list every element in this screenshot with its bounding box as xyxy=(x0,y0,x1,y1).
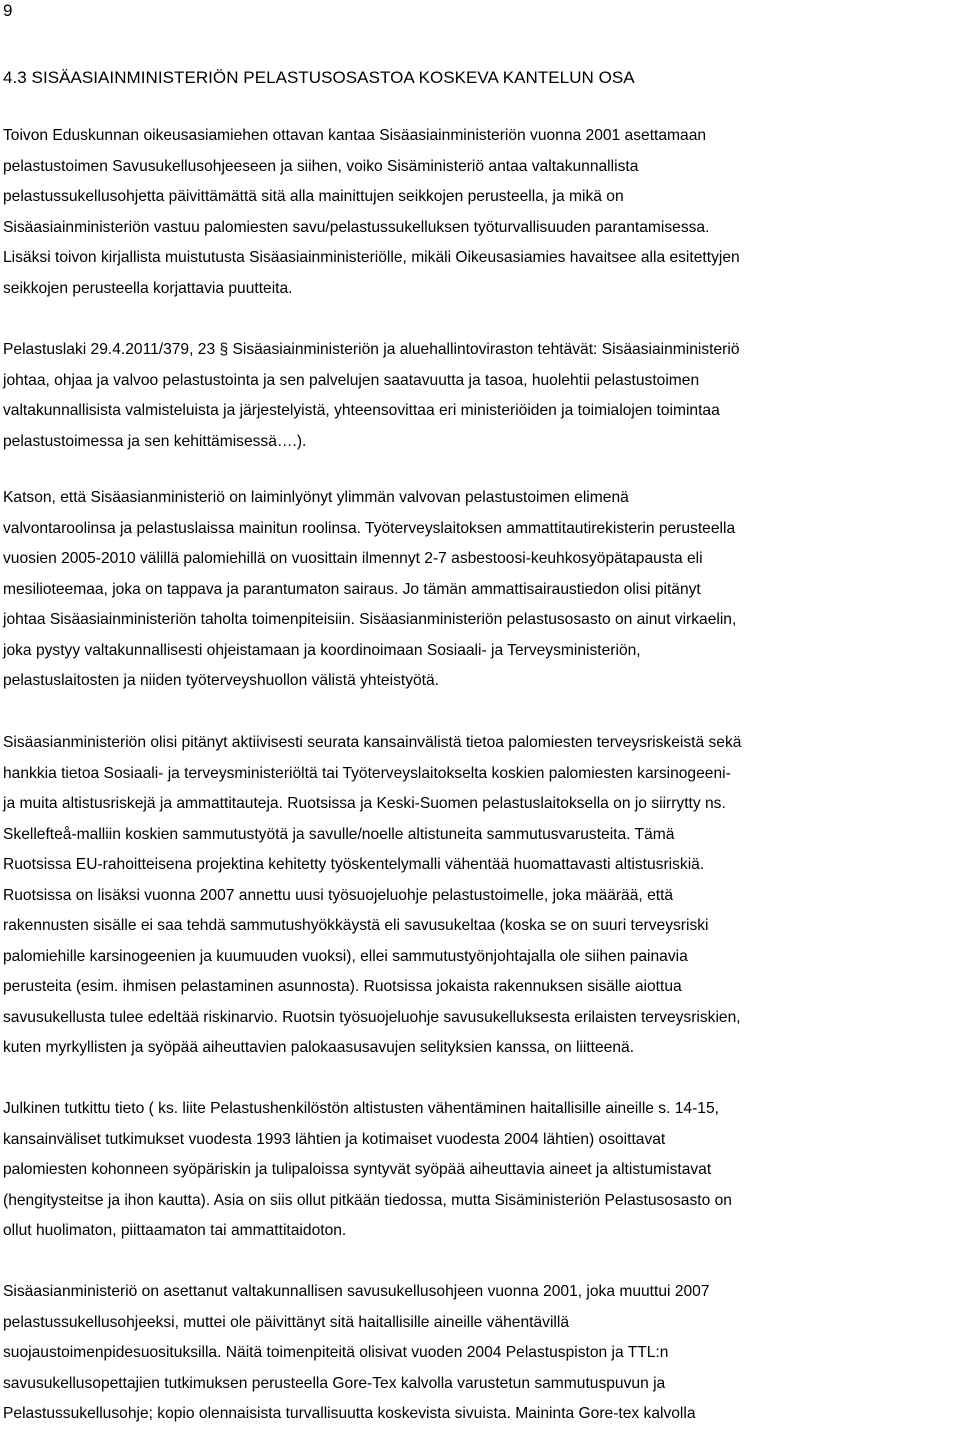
text-line: hankkia tietoa Sosiaali- ja terveysministeriöltä tai Työterveyslaitokselta koskien palomiesten karsinogeeni- xyxy=(3,764,731,782)
text-line: seikkojen perusteella korjattavia puutteita. xyxy=(3,279,293,297)
paragraph-complaint-request xyxy=(3,121,958,304)
text-line: mesilioteemaa, joka on tappava ja parantumaton sairaus. Jo tämän ammattisairaustiedon olisi pitänyt xyxy=(3,580,701,598)
text-line: Sisäasianministeriö on asettanut valtakunnallisen savusukellusohjeen vuonna 2001, joka muuttui 2007 xyxy=(3,1283,710,1300)
paragraph-guideline-update xyxy=(3,1277,958,1430)
text-line: pelastussukellusohjetta päivittämättä sitä alla mainittujen seikkojen perusteella, ja mikä on xyxy=(3,188,624,205)
text-line: valvontaroolinsa ja pelastuslaissa mainitun roolinsa. Työterveyslaitoksen ammattitautirekisterin perusteella xyxy=(3,519,736,537)
paragraph-rescue-act xyxy=(3,335,958,457)
section-heading: 4.3 SISÄASIAINMINISTERIÖN PELASTUSOSASTOA KOSKEVA KANTELUN OSA xyxy=(3,68,635,87)
text-line: Toivon Eduskunnan oikeusasiamiehen ottavan kantaa Sisäasiainministeriön vuonna 2001 asettamaan xyxy=(3,127,707,144)
text-line: ollut huolimaton, piittaamaton tai ammattitaidoton. xyxy=(3,1222,347,1239)
text-line: (hengitysteitse ja ihon kautta). Asia on siis ollut pitkään tiedossa, mutta Sisäministeriön Pelastusosasto on xyxy=(3,1191,732,1209)
text-line: perusteita (esim. ihmisen pelastaminen asunnosta). Ruotsissa jokaista rakennuksen sisälle aiottua xyxy=(3,978,682,995)
paragraph-public-research xyxy=(3,1094,958,1247)
text-line: Julkinen tutkittu tieto ( ks. liite Pelastushenkilöstön altistusten vähentäminen haitallisille aineille s. 14-15, xyxy=(3,1100,719,1117)
text-line: johtaa, ohjaa ja valvoo pelastustointa ja sen palvelujen saatavuutta ja tasoa, huolehtii pelastustoimen xyxy=(3,371,700,389)
text-line: savusukellusopettajien tutkimuksen perusteella Gore-Tex kalvolla varustetun sammutuspuvun ja xyxy=(3,1374,666,1392)
paragraph-supervision-failure xyxy=(3,483,958,697)
text-line: kansainväliset tutkimukset vuodesta 1993 lähtien ja kotimaiset vuodesta 2004 lähtien) osoittavat xyxy=(3,1130,666,1148)
text-line: Sisäasianministeriön olisi pitänyt aktiivisesti seurata kansainvälistä tietoa palomiesten terveysriskeistä sekä xyxy=(3,734,742,751)
text-line: Pelastuslaki 29.4.2011/379, 23 § Sisäasiainministeriön ja aluehallintoviraston tehtävät: Sisäasiainministeriö xyxy=(3,341,740,358)
text-line: vuosien 2005-2010 välillä palomiehillä on vuosittain ilmennyt 2-7 asbestoosi-keuhkosyöpätapausta eli xyxy=(3,550,703,567)
text-line: Lisäksi toivon kirjallista muistutusta Sisäasiainministeriölle, mikäli Oikeusasiamies havaitsee alla esitettyjen xyxy=(3,249,740,266)
page-number: 9 xyxy=(3,1,13,20)
text-line: ja muita altistusriskejä ja ammattitauteja. Ruotsissa ja Keski-Suomen pelastuslaitoksella on jo siirrytty ns. xyxy=(3,795,726,812)
text-line: pelastussukellusohjeeksi, muttei ole päivittänyt sitä haitallisille aineille vähentävillä xyxy=(3,1313,570,1331)
text-line: Skellefteå-malliin koskien sammutustyötä ja savulle/noelle altistuneita sammutusvarusteita. Tämä xyxy=(3,825,675,843)
text-line: kuten myrkyllisten ja syöpää aiheuttavien palokaasusavujen selityksien kanssa, on liitteenä. xyxy=(3,1039,635,1056)
text-line: palomiehille karsinogeenien ja kuumuuden vuoksi), ellei sammutustyönjohtajalla ole siihen painavia xyxy=(3,947,688,965)
text-line: Ruotsissa on lisäksi vuonna 2007 annettu uusi työsuojeluohje pelastustoimelle, joka määrää, että xyxy=(3,886,674,904)
text-line: Katson, että Sisäasianministeriö on laiminlyönyt ylimmän valvovan pelastustoimen elimenä xyxy=(3,489,629,506)
text-line: palomiesten kohonneen syöpäriskin ja tulipaloissa syntyvät syöpää aiheuttavia aineet ja altistumistavat xyxy=(3,1161,712,1178)
text-line: Pelastussukellusohje; kopio olennaisista turvallisuutta koskevista sivuista. Maininta Gore-tex kalvolla xyxy=(3,1405,696,1422)
text-line: pelastuslaitosten ja niiden työterveyshuollon välistä yhteistyötä. xyxy=(3,672,440,689)
text-line: valtakunnallisista valmisteluista ja järjestelyistä, yhteensovittaa eri ministeriöiden ja toimialojen toimintaa xyxy=(3,402,720,419)
text-line: Ruotsissa EU-rahoitteisena projektina kehitetty työskentelymalli vähentää huomattavasti altistusriskiä. xyxy=(3,856,705,873)
paragraph-international-practice xyxy=(3,728,958,1064)
text-line: Sisäasiainministeriön vastuu palomiesten savu/pelastussukelluksen työturvallisuuden parantamisessa. xyxy=(3,218,710,236)
text-line: rakennusten sisälle ei saa tehdä sammutushyökkäystä eli savusukeltaa (koska se on suuri terveysriski xyxy=(3,917,709,934)
text-line: suojaustoimenpidesuosituksilla. Näitä toimenpiteitä olisivat vuoden 2004 Pelastuspiston ja TTL:n xyxy=(3,1344,669,1361)
text-line: joka pystyy valtakunnallisesti ohjeistamaan ja koordinoimaan Sosiaali- ja Terveysministeriön, xyxy=(3,641,641,659)
text-line: savusukellusta tulee edeltää riskinarvio. Ruotsin työsuojeluohje savusukelluksesta erilaisten terveysriskien, xyxy=(3,1008,741,1026)
text-line: pelastustoimen Savusukellusohjeeseen ja siihen, voiko Sisäministeriö antaa valtakunnallista xyxy=(3,157,639,175)
text-line: pelastustoimessa ja sen kehittämisessä….). xyxy=(3,432,307,450)
text-line: johtaa Sisäasiainministeriön taholta toimenpiteisiin. Sisäasianministeriön pelastusosasto on ainut virkaelin, xyxy=(3,611,737,628)
